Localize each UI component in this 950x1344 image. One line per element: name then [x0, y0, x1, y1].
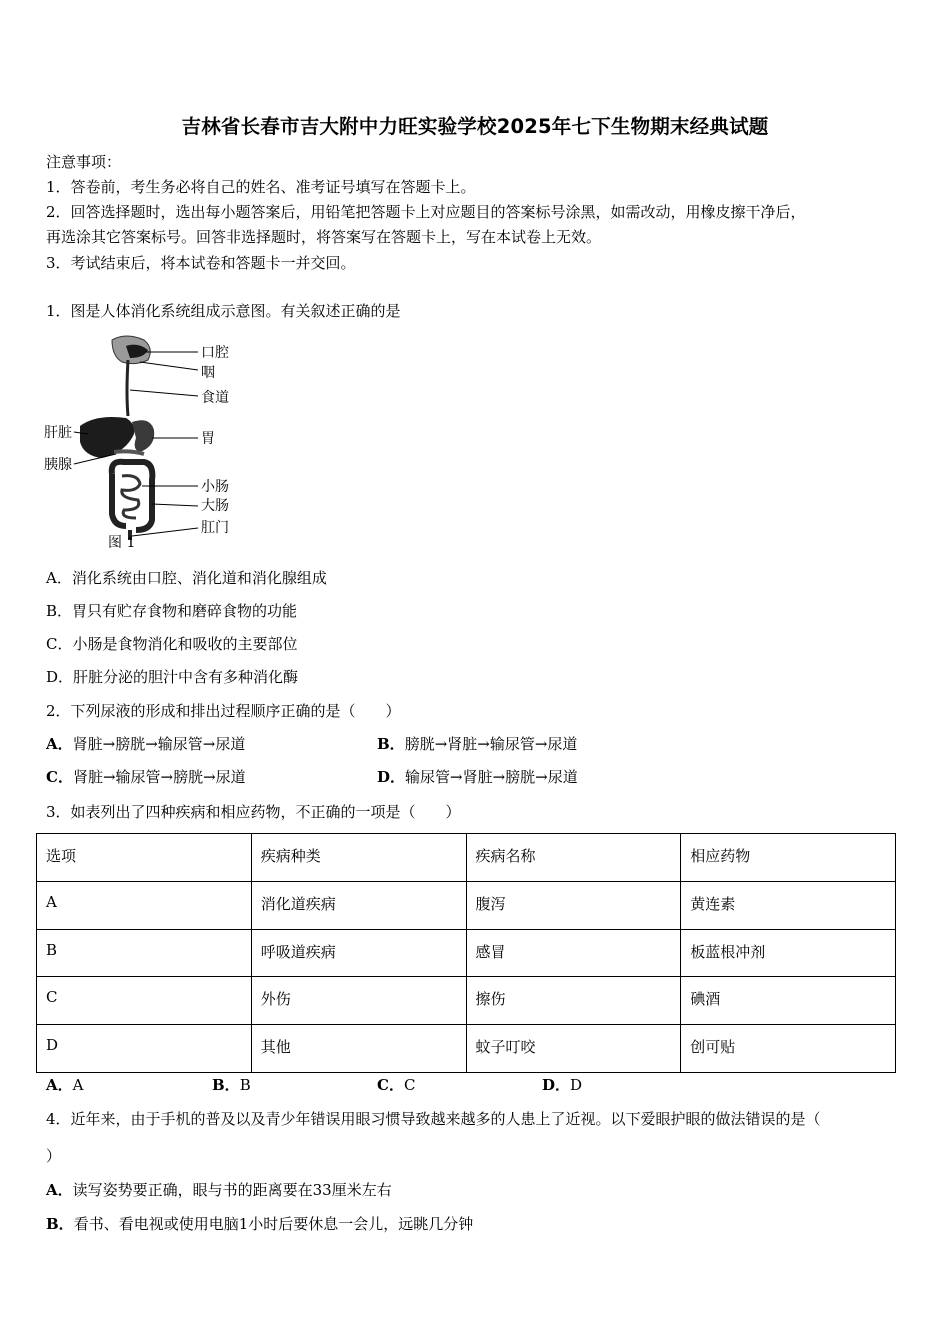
- option-text: C: [403, 1076, 416, 1094]
- label-pancreas: 胰腺: [44, 457, 72, 473]
- option-letter: C．: [46, 768, 73, 786]
- table-row: [37, 881, 896, 929]
- question-2-option-b[interactable]: [377, 734, 577, 754]
- option-letter: D．: [377, 768, 406, 786]
- label-mouth: 口腔: [201, 345, 229, 361]
- notice-item-2-line-2: 再选涂其它答案标号。回答非选择题时，将答案写在答题卡上，写在本试卷上无效。: [46, 228, 602, 246]
- option-text: 膀胱→肾脏→输尿管→尿道: [404, 735, 578, 753]
- option-letter: B．: [377, 735, 405, 753]
- disease-medicine-table: [36, 833, 896, 1073]
- option-text: 肾脏→输尿管→膀胱→尿道: [72, 768, 246, 786]
- table-cell: 碘酒: [681, 977, 896, 1025]
- option-text: 肾脏→膀胱→输尿管→尿道: [72, 735, 246, 753]
- question-2-stem: 2．下列尿液的形成和排出过程顺序正确的是（ ）: [46, 702, 401, 720]
- label-stomach: 胃: [201, 431, 215, 447]
- table-cell: 黄连素: [681, 881, 896, 929]
- option-letter: B．: [46, 1215, 74, 1233]
- question-1-option-d[interactable]: D．肝脏分泌的胆汁中含有多种消化酶: [46, 668, 299, 686]
- question-1-option-a[interactable]: A．消化系统由口腔、消化道和消化腺组成: [46, 569, 327, 587]
- option-letter: A．: [46, 735, 73, 753]
- question-2-option-a[interactable]: [46, 734, 245, 754]
- question-4-stem-line-1: 4．近年来，由于手机的普及以及青少年错误用眼习惯导致越来越多的人患上了近视。以下爱眼护眼的做法错误的是（: [46, 1110, 821, 1128]
- table-row: [37, 929, 896, 977]
- digestive-system-figure: [40, 334, 250, 556]
- question-1-stem: 1．图是人体消化系统组成示意图。有关叙述正确的是: [46, 302, 401, 320]
- option-letter: A．: [46, 1076, 73, 1094]
- table-row: [37, 1025, 896, 1073]
- table-header-row: [37, 834, 896, 882]
- option-text: D: [570, 1076, 583, 1094]
- table-cell: 腹泻: [466, 881, 681, 929]
- table-header-cell: 疾病种类: [251, 834, 466, 882]
- label-esophagus: 食道: [201, 390, 229, 406]
- question-1-option-b[interactable]: B．胃只有贮存食物和磨碎食物的功能: [46, 602, 298, 620]
- question-3-option-c[interactable]: [377, 1075, 415, 1095]
- table-cell: A: [37, 881, 252, 929]
- table-cell: 呼吸道疾病: [251, 929, 466, 977]
- notice-item-2-line-1: 2．回答选择题时，选出每小题答案后，用铅笔把答题卡上对应题目的答案标号涂黑，如需改动，用橡皮擦干净后，: [46, 203, 806, 221]
- question-1-option-c[interactable]: C．小肠是食物消化和吸收的主要部位: [46, 635, 298, 653]
- table-cell: B: [37, 929, 252, 977]
- option-text: B: [239, 1076, 251, 1094]
- option-text: A: [72, 1076, 84, 1094]
- table-cell: 板蓝根冲剂: [681, 929, 896, 977]
- page-title: 吉林省长春市吉大附中力旺实验学校2025年七下生物期末经典试题: [181, 115, 769, 138]
- table-cell: C: [37, 977, 252, 1025]
- label-small-intestine: 小肠: [201, 479, 229, 495]
- question-4-stem-line-2: ）: [46, 1147, 62, 1165]
- table-cell: 蚊子叮咬: [466, 1025, 681, 1073]
- table-cell: 擦伤: [466, 977, 681, 1025]
- figure-caption: 图 1: [108, 535, 136, 551]
- question-3-option-b[interactable]: [212, 1075, 251, 1095]
- table-header-cell: 选项: [37, 834, 252, 882]
- option-letter: C．: [377, 1076, 404, 1094]
- question-2-option-c[interactable]: [46, 767, 246, 787]
- question-2-option-d[interactable]: [377, 767, 578, 787]
- table-row: [37, 977, 896, 1025]
- option-letter: A．: [46, 1181, 73, 1199]
- table-cell: 外伤: [251, 977, 466, 1025]
- label-anus: 肛门: [201, 520, 229, 536]
- table-header-cell: 相应药物: [681, 834, 896, 882]
- label-large-intestine: 大肠: [201, 498, 229, 514]
- option-letter: D．: [542, 1076, 571, 1094]
- option-text: 读写姿势要正确，眼与书的距离要在33厘米左右: [72, 1181, 392, 1199]
- table-cell: 创可贴: [681, 1025, 896, 1073]
- option-letter: B．: [212, 1076, 240, 1094]
- question-3-option-d[interactable]: [542, 1075, 582, 1095]
- option-text: 输尿管→肾脏→膀胱→尿道: [405, 768, 578, 786]
- label-liver: 肝脏: [44, 425, 72, 441]
- table-cell: 感冒: [466, 929, 681, 977]
- notice-item-3: 3．考试结束后，将本试卷和答题卡一并交回。: [46, 254, 356, 272]
- table-header-cell: 疾病名称: [466, 834, 681, 882]
- option-text: 看书、看电视或使用电脑1小时后要休息一会儿，远眺几分钟: [73, 1215, 474, 1233]
- question-3-stem: 3．如表列出了四种疾病和相应药物，不正确的一项是（ ）: [46, 803, 461, 821]
- table-cell: 消化道疾病: [251, 881, 466, 929]
- table-cell: 其他: [251, 1025, 466, 1073]
- question-4-option-b[interactable]: [46, 1214, 473, 1234]
- table-cell: D: [37, 1025, 252, 1073]
- question-3-option-a[interactable]: [46, 1075, 83, 1095]
- label-pharynx: 咽: [201, 365, 215, 381]
- notice-item-1: 1．答卷前，考生务必将自己的姓名、准考证号填写在答题卡上。: [46, 178, 476, 196]
- notice-heading: 注意事项：: [46, 153, 122, 171]
- question-4-option-a[interactable]: [46, 1180, 392, 1200]
